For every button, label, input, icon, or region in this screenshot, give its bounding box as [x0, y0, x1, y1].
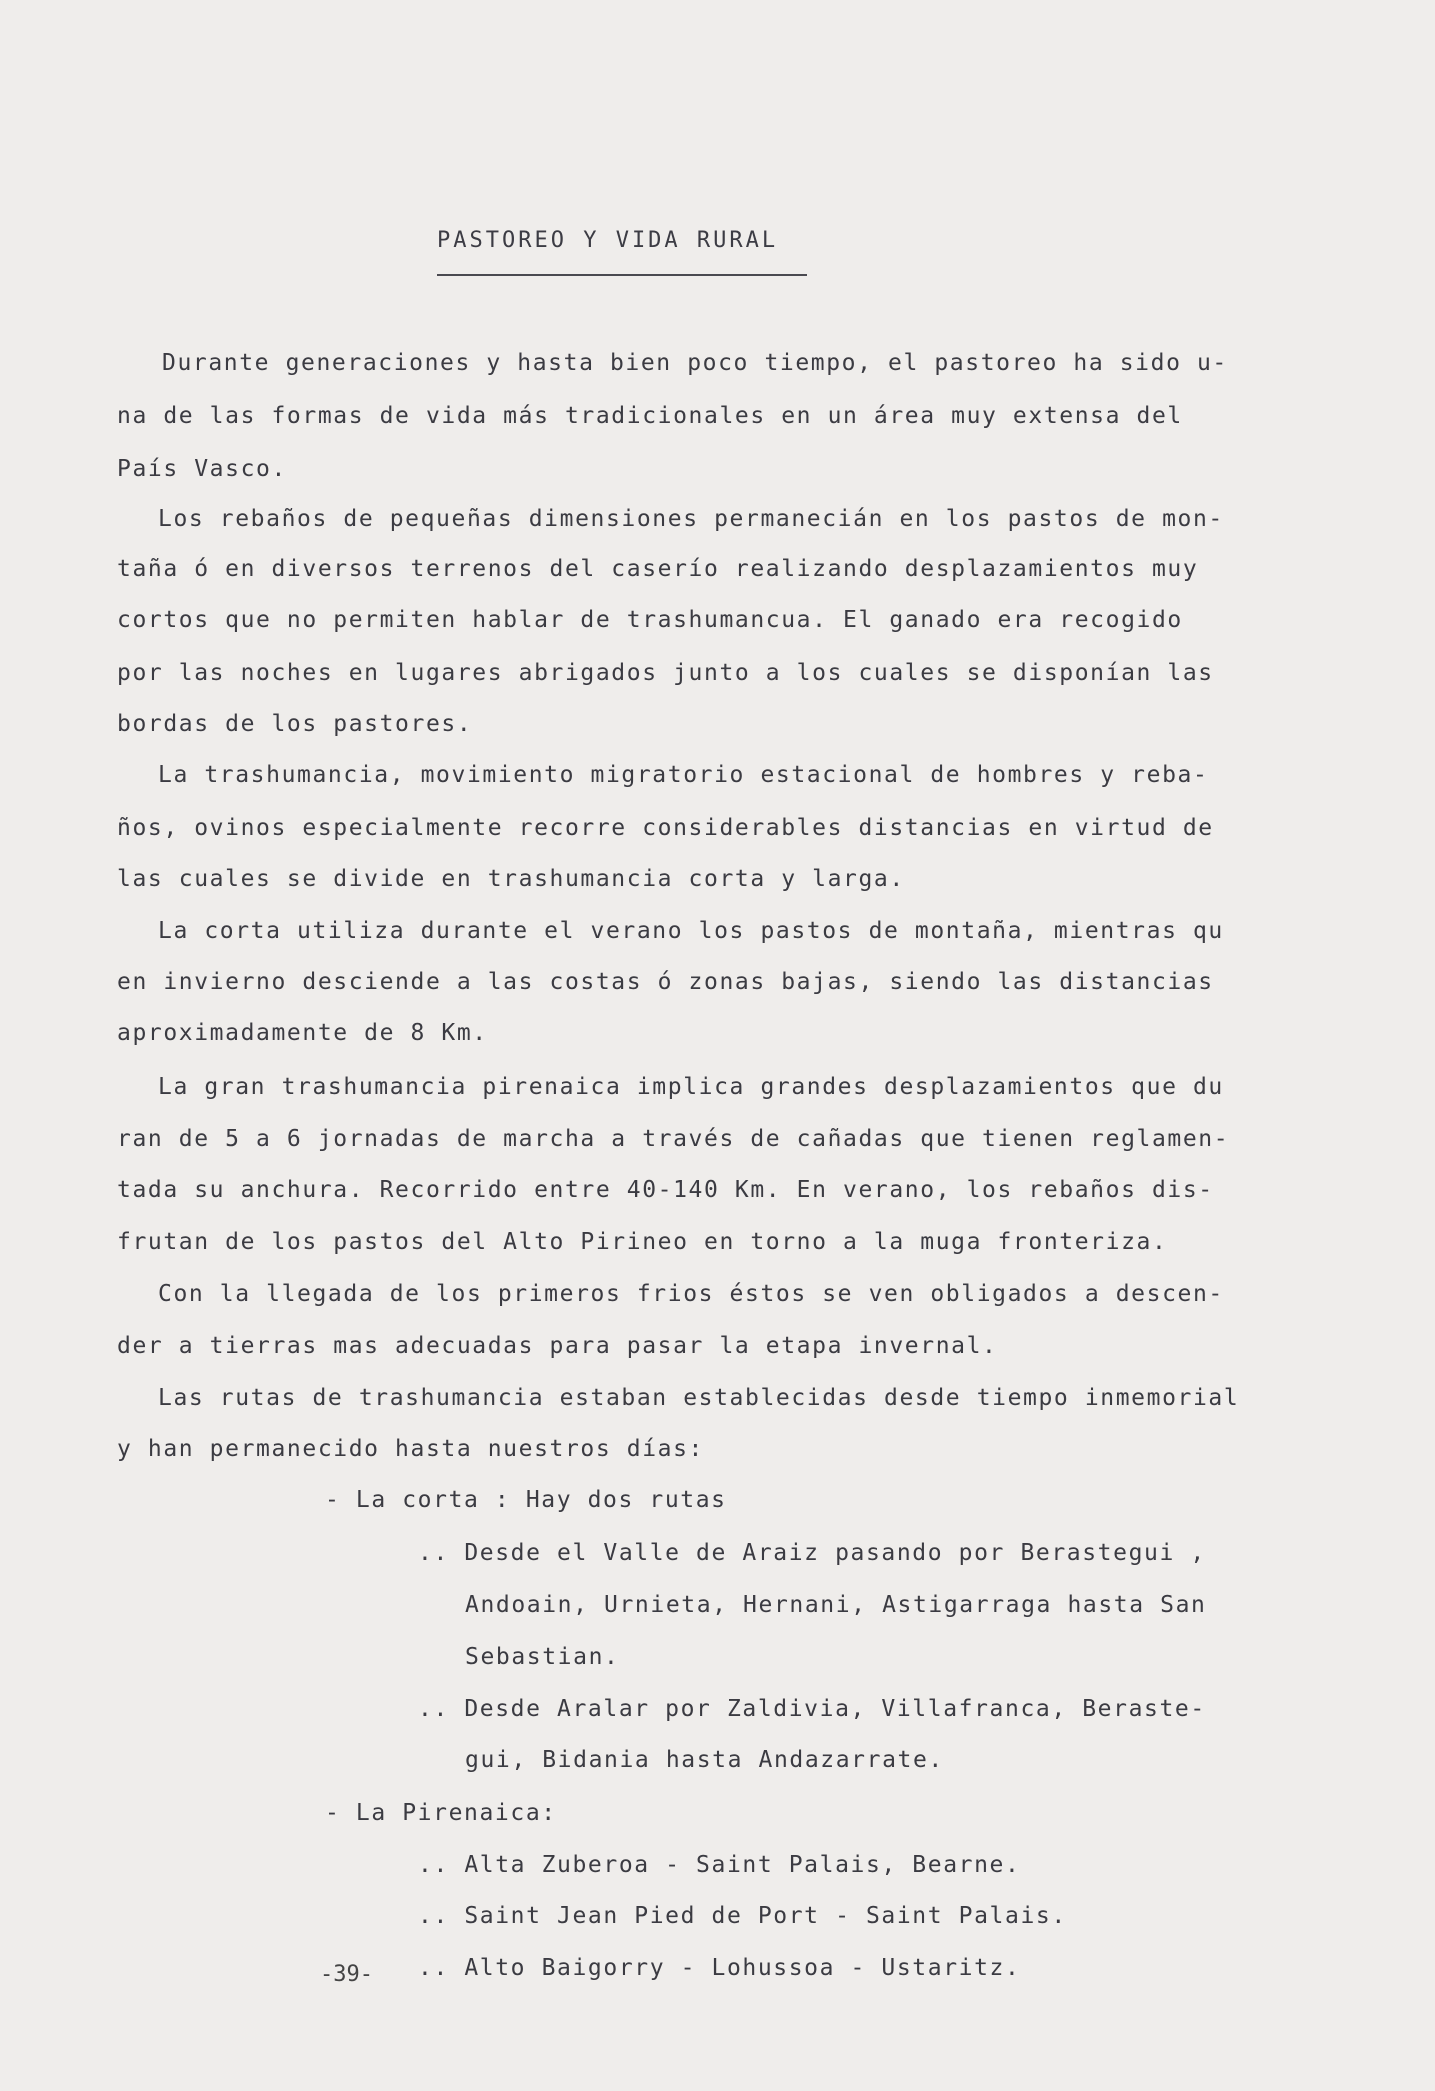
page-title: PASTOREO Y VIDA RURAL [437, 228, 779, 253]
text-line: frutan de los pastos del Alto Pirineo en torno a la muga fronteriza. [117, 1229, 1168, 1255]
text-line: País Vasco. [117, 456, 287, 482]
text-line: en invierno desciende a las costas ó zonas bajas, siendo las distancias [117, 969, 1214, 995]
text-line: La trashumancia, movimiento migratorio estacional de hombres y reba- [158, 762, 1209, 788]
list-item-continuation: Andoain, Urnieta, Hernani, Astigarraga hasta San [465, 1592, 1207, 1618]
text-line: aproximadamente de 8 Km. [117, 1020, 488, 1046]
text-line: y han permanecido hasta nuestros días: [117, 1436, 704, 1462]
list-item-continuation: gui, Bidania hasta Andazarrate. [465, 1747, 944, 1773]
list-item: .. Desde Aralar por Zaldivia, Villafranca, Beraste- [418, 1696, 1206, 1722]
list-item: .. Saint Jean Pied de Port - Saint Palais. [418, 1903, 1067, 1929]
text-line: ños, ovinos especialmente recorre considerables distancias en virtud de [117, 815, 1214, 841]
title-underline [437, 274, 807, 276]
text-line: por las noches en lugares abrigados junto a los cuales se disponían las [117, 660, 1214, 686]
text-line: cortos que no permiten hablar de trashumancua. El ganado era recogido [117, 607, 1183, 633]
list-item-continuation: Sebastian. [465, 1644, 620, 1670]
bleed-through-text [520, 178, 1329, 202]
text-line: taña ó en diversos terrenos del caserío realizando desplazamientos muy [117, 556, 1199, 582]
list-heading: - La corta : Hay dos rutas [325, 1487, 727, 1513]
text-line: tada su anchura. Recorrido entre 40-140 Km. En verano, los rebaños dis- [117, 1177, 1214, 1203]
text-line: Los rebaños de pequeñas dimensiones permanecián en los pastos de mon- [158, 506, 1224, 532]
text-line: Con la llegada de los primeros frios éstos se ven obligados a descen- [158, 1281, 1224, 1307]
text-line: na de las formas de vida más tradicionales en un área muy extensa del [117, 403, 1183, 429]
text-line: bordas de los pastores. [117, 711, 473, 737]
list-item: .. Alta Zuberoa - Saint Palais, Bearne. [418, 1852, 1021, 1878]
text-line: ran de 5 a 6 jornadas de marcha a través de cañadas que tienen reglamen- [117, 1126, 1230, 1152]
text-line: Durante generaciones y hasta bien poco tiempo, el pastoreo ha sido u- [162, 350, 1228, 376]
text-line: La corta utiliza durante el verano los pastos de montaña, mientras qu [158, 918, 1224, 944]
page-number: -39- [320, 1962, 373, 1987]
list-item: .. Alto Baigorry - Lohussoa - Ustaritz. [418, 1955, 1021, 1981]
list-heading: - La Pirenaica: [325, 1800, 557, 1826]
text-line: las cuales se divide en trashumancia corta y larga. [117, 866, 905, 892]
list-item: .. Desde el Valle de Araiz pasando por Berastegui , [418, 1540, 1206, 1566]
text-line: der a tierras mas adecuadas para pasar la etapa invernal. [117, 1333, 998, 1359]
text-line: La gran trashumancia pirenaica implica grandes desplazamientos que du [158, 1074, 1224, 1100]
text-line: Las rutas de trashumancia estaban establecidas desde tiempo inmemorial [158, 1385, 1240, 1411]
